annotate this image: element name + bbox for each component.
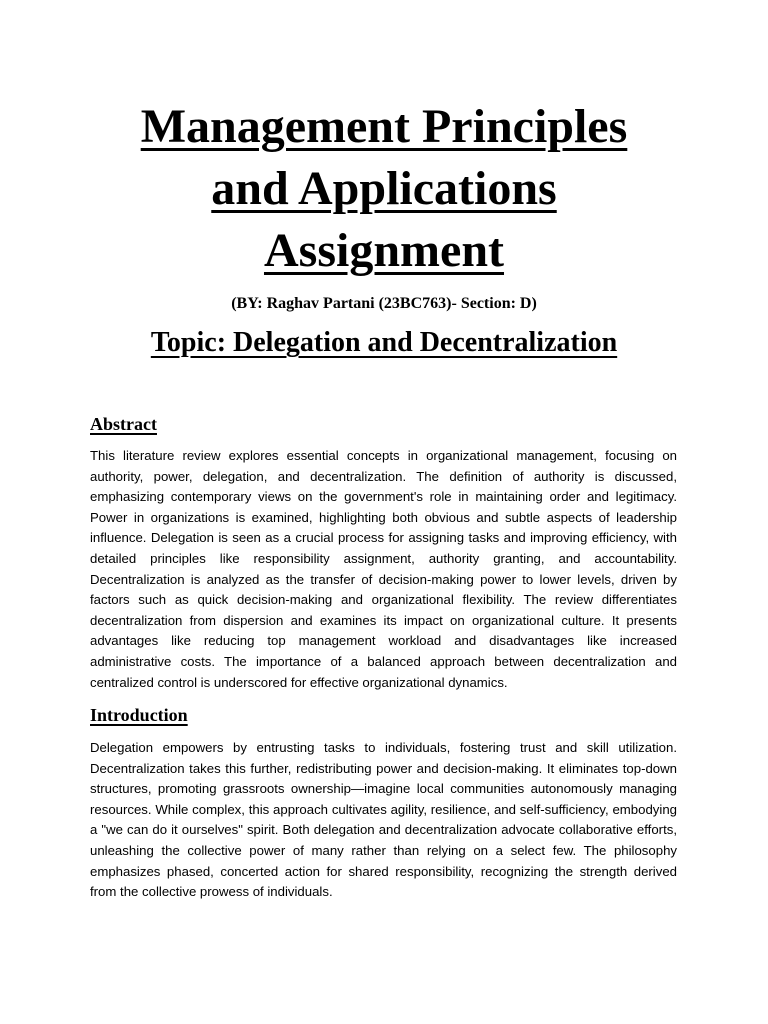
abstract-heading: Abstract — [90, 414, 157, 434]
title-line-2: and Applications — [211, 162, 557, 215]
topic-heading: Topic: Delegation and Decentralization — [150, 327, 618, 358]
title-line-1: Management Principles — [140, 100, 628, 153]
introduction-paragraph: Delegation empowers by entrusting tasks to individuals, fostering trust and skill utilization. Decentralization takes this further, redistributing power and decision-making. It eliminates top-down structures, promoting grassroots ownership—imagine local communities autonomously managing resources. While complex, this approach cultivates agility, resilience, and self-sufficiency, embodying a "we can do it ourselves" spirit. Both delegation and decentralization advocate collaborative efforts, unleashing the collective power of many rather than relying on a select few. The philosophy emphasizes phased, concerted action for shared responsibility, recognizing the strength derived from the collective prowess of individuals. — [90, 740, 677, 900]
author-byline: (BY: Raghav Partani (23BC763)- Section: D) — [231, 295, 537, 312]
abstract-paragraph: This literature review explores essential concepts in organizational management, focusing on authority, power, delegation, and decentralization. The definition of authority is discussed, emphasizing contemporary views on the government's role in maintaining order and legitimacy. Power in organizations is examined, highlighting both obvious and subtle aspects of leadership influence. Delegation is seen as a crucial process for assigning tasks and improving efficiency, with detailed principles like responsibility assignment, authority granting, and accountability. Decentralization is analyzed as the transfer of decision-making power to lower levels, driven by factors such as quick decision-making and organizational flexibility. The review differentiates decentralization from dispersion and examines its impact on organizational culture. It presents advantages like reducing top management workload and disadvantages like increased administrative costs. The importance of a balanced approach between decentralization and centralized control is underscored for effective organizational dynamics. — [90, 448, 677, 690]
introduction-heading: Introduction — [90, 705, 188, 725]
document-title — [60, 96, 708, 282]
title-line-3: Assignment — [263, 224, 505, 277]
